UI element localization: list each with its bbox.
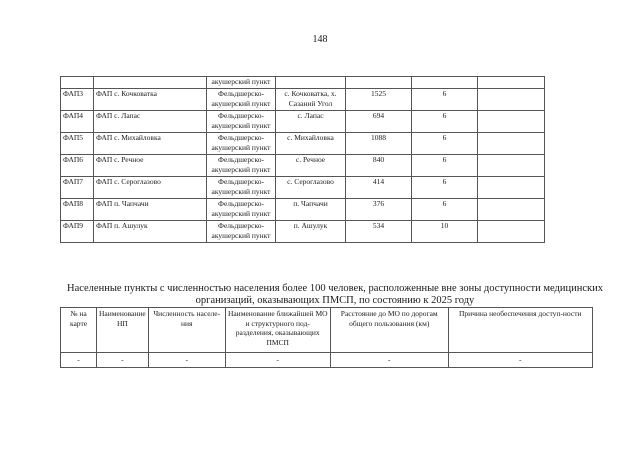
cell-location: с. Михайловка: [276, 133, 346, 155]
cell-distance: 6: [412, 177, 478, 199]
cell-nearest-facility: -: [225, 353, 330, 368]
table-row-continued: [61, 77, 545, 89]
cell-distance: 6: [412, 155, 478, 177]
header-settlement-name: Наименование НП: [97, 308, 149, 353]
header-nearest-facility: Наименование ближайшей МО и структурного под-разделения, оказывающих ПМСП: [225, 308, 330, 353]
header-population: Численность населе-ния: [148, 308, 225, 353]
cell-empty: [478, 133, 545, 155]
cell-code: ФАП6: [61, 155, 94, 177]
table-row: [61, 111, 545, 133]
table-row: [61, 353, 593, 368]
cell-reason: -: [448, 353, 592, 368]
cell-code: ФАП3: [61, 89, 94, 111]
cell-empty: [478, 89, 545, 111]
cell-distance: [412, 77, 478, 89]
cell-location: с. Кочковатка, х. Сазаний Угол: [276, 89, 346, 111]
cell-name: ФАП п. Ашулук: [94, 221, 207, 243]
cell-type: Фельдшерско-акушерский пункт: [207, 133, 276, 155]
cell-type: Фельдшерско-акушерский пункт: [207, 199, 276, 221]
table-header-row: [61, 308, 593, 353]
cell-type: Фельдшерско-акушерский пункт: [207, 111, 276, 133]
cell-code: ФАП8: [61, 199, 94, 221]
cell-type: Фельдшерско-акушерский пункт: [207, 155, 276, 177]
table-row: [61, 221, 545, 243]
cell-empty: [478, 111, 545, 133]
cell-empty: [478, 199, 545, 221]
cell-code: ФАП5: [61, 133, 94, 155]
cell-name: ФАП с. Сероглазово: [94, 177, 207, 199]
cell-code: ФАП7: [61, 177, 94, 199]
remote-settlements-table: [60, 307, 593, 368]
cell-name: ФАП с. Кочковатка: [94, 89, 207, 111]
cell-code: ФАП4: [61, 111, 94, 133]
table-row: [61, 133, 545, 155]
cell-name: ФАП с. Речное: [94, 155, 207, 177]
facilities-table: [60, 76, 545, 243]
cell-settlement-name: -: [97, 353, 149, 368]
table-row: [61, 155, 545, 177]
cell-population: -: [148, 353, 225, 368]
cell-name: ФАП п. Чапчачи: [94, 199, 207, 221]
cell-empty: [478, 221, 545, 243]
table-row: [61, 177, 545, 199]
cell-population: 694: [346, 111, 412, 133]
cell-distance: 10: [412, 221, 478, 243]
section-title: Населенные пункты с численностью населения более 100 человек, расположенные вне зоны доступности медицинских организаций, оказывающих ПМСП, по состоянию к 2025 году: [66, 283, 604, 306]
cell-distance: 6: [412, 89, 478, 111]
cell-empty: [478, 77, 545, 89]
cell-distance: -: [330, 353, 448, 368]
cell-location: п. Чапчачи: [276, 199, 346, 221]
table-row: [61, 89, 545, 111]
cell-location: с. Речное: [276, 155, 346, 177]
cell-population: 414: [346, 177, 412, 199]
cell-type: Фельдшерско-акушерский пункт: [207, 89, 276, 111]
cell-population: [346, 77, 412, 89]
header-distance: Расстояние до МО по дорогам общего пользования (км): [330, 308, 448, 353]
cell-location: с. Сероглазово: [276, 177, 346, 199]
cell-name: ФАП с. Лапас: [94, 111, 207, 133]
cell-code: [61, 77, 94, 89]
cell-name: [94, 77, 207, 89]
cell-population: 376: [346, 199, 412, 221]
cell-location: с. Лапас: [276, 111, 346, 133]
cell-empty: [478, 177, 545, 199]
cell-type: Фельдшерско-акушерский пункт: [207, 177, 276, 199]
cell-location: п. Ашулук: [276, 221, 346, 243]
cell-population: 840: [346, 155, 412, 177]
cell-type: акушерский пункт: [207, 77, 276, 89]
cell-population: 1525: [346, 89, 412, 111]
cell-name: ФАП с. Михайловка: [94, 133, 207, 155]
cell-code: ФАП9: [61, 221, 94, 243]
header-reason: Причина необеспечения доступ-ности: [448, 308, 592, 353]
cell-type: Фельдшерско-акушерский пункт: [207, 221, 276, 243]
cell-distance: 6: [412, 111, 478, 133]
facilities-table-body: [61, 77, 545, 243]
cell-distance: 6: [412, 199, 478, 221]
page-number: 148: [312, 34, 328, 45]
cell-location: [276, 77, 346, 89]
cell-map-number: -: [61, 353, 97, 368]
table-row: [61, 199, 545, 221]
cell-population: 1088: [346, 133, 412, 155]
cell-distance: 6: [412, 133, 478, 155]
header-map-number: № на карте: [61, 308, 97, 353]
cell-population: 534: [346, 221, 412, 243]
cell-empty: [478, 155, 545, 177]
